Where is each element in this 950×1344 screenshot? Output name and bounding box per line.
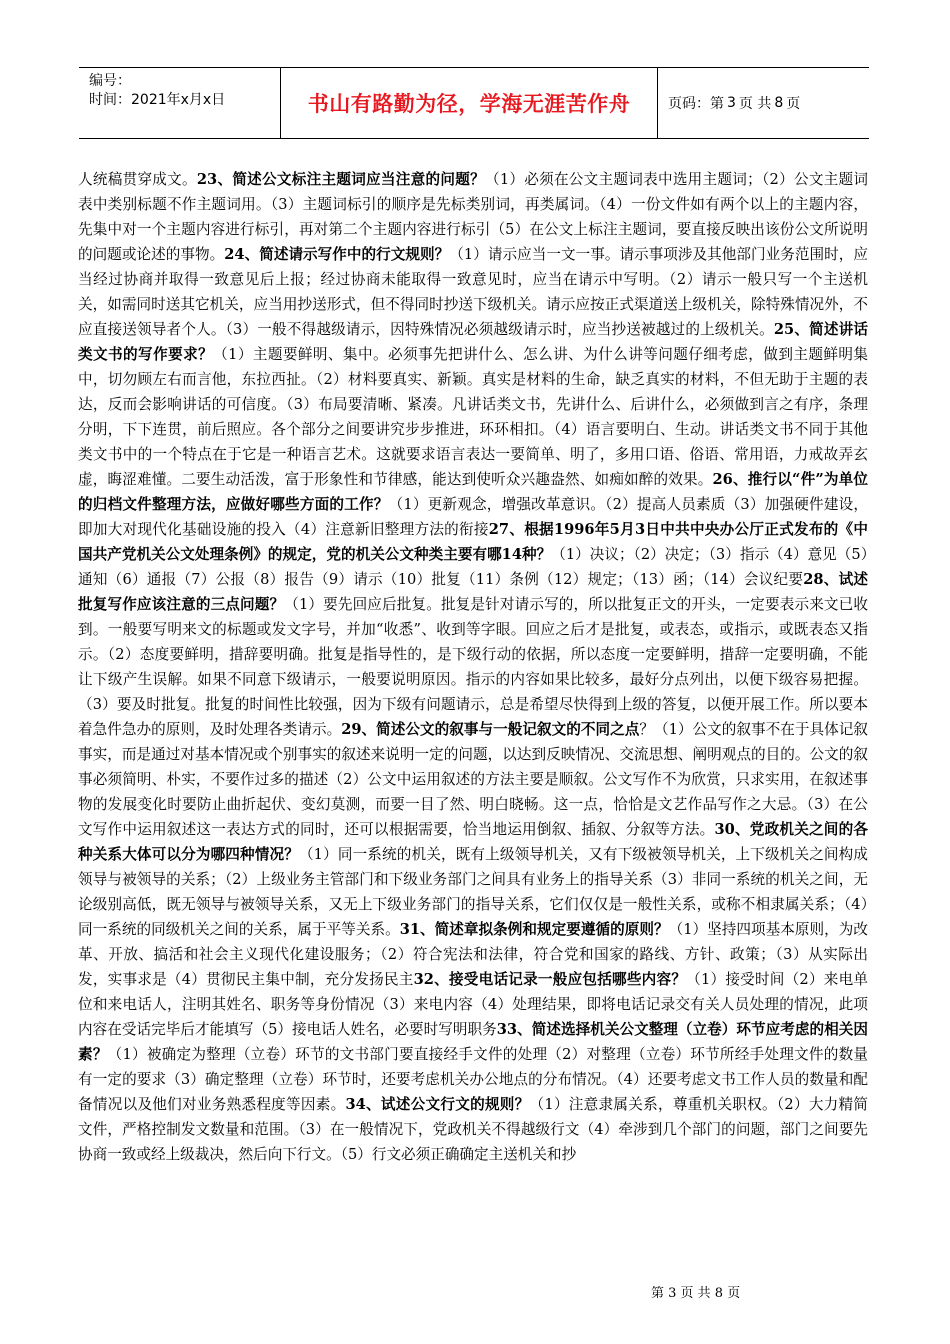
page-total: 8 <box>774 95 784 111</box>
answer-text: ？（1）公文的叙事不在于具体记叙事实，而是通过对基本情况或个别事实的叙述来说明一定的问题，以达到反映情况、交流思想、阐明观点的目的。公文的叙事必须简明、朴实，不要作过多的描述（2）公文中运用叙述的方法主要是顺叙。公文写作不为欣赏，只求实用，在叙述事物的发展变化时要防止曲折起伏、变幻莫测，而要一目了然、明白晓畅。这一点，恰恰是文艺作品写作之大忌。（3）在公文写作中运用叙述这一表达方式的同时，还可以根据需要，恰当地运用倒叙、插叙、分叙等方法。 <box>78 721 868 838</box>
document-body <box>78 167 868 1167</box>
question-heading: 30、党政机关之间的各种关系大体可以分为哪四种情况？ <box>78 821 868 863</box>
question-heading: 26、推行以“件”为单位的归档文件整理方法，应做好哪些方面的工作？ <box>78 471 868 513</box>
answer-text: （1）被确定为整理（立卷）环节的文书部门要直接经手文件的处理（2）对整理（立卷）环节所经手处理文件的数量有一定的要求（3）确定整理（立卷）环节时，还要考虑机关办公地点的分布情况。（4）还要考虑文书工作人员的数量和配备情况以及他们对业务熟悉程度等因素。 <box>78 1046 868 1113</box>
answer-text: （1）要先回应后批复。批复是针对请示写的，所以批复正文的开头，一定要表示来文已收到。一般要写明来文的标题或发文字号，并加“收悉”、收到等字眼。回应之后才是批复，或表态，或指示，或既表态又指示。（2）态度要鲜明，措辞要明确。批复是指导性的，是下级行动的依据，所以态度一定要鲜明，措辞一定要明确，不能让下级产生误解。如果不同意下级请示，一般要说明原因。指示的内容如果比较多，最好分点列出，以便下级容易把握。（3）要及时批复。批复的时间性比较强，因为下级有问题请示，总是希望尽快得到上级的答复，以便开展工作。所以要本着急件急办的原则，及时处理各类请示。 <box>78 596 868 738</box>
header-meta <box>79 68 281 138</box>
question-heading: 24、简述请示写作中的行文规则？ <box>224 246 450 263</box>
question-heading: 32、接受电话记录一般应包括哪些内容？ <box>413 971 687 988</box>
question-heading: 33、简述选择机关公文整理（立卷）环节应考虑的相关因素？ <box>78 1021 868 1063</box>
document-time-label: 时间：2021年x月x日 <box>89 92 226 108</box>
question-heading: 31、简述章拟条例和规定要遵循的原则？ <box>399 921 669 938</box>
answer-text: （1）决议；（2）决定；（3）指示（4）意见（5）通知（6）通报（7）公报（8）报告（9）请示（10）批复（11）条例（12）规定；（13）函；（14）会议纪要 <box>78 546 868 588</box>
question-heading: 23、简述公文标注主题词应当注意的问题？ <box>196 171 485 188</box>
answer-text: （1）主题要鲜明、集中。必须事先把讲什么、怎么讲、为什么讲等问题仔细考虑，做到主题鲜明集中，切勿顾左右而言他，东拉西扯。（2）材料要真实、新颖。真实是材料的生命，缺乏真实的材料，不但无助于主题的表达，反而会影响讲话的可信度。（3）布局要清晰、紧凑。凡讲话类文书，先讲什么、后讲什么，必须做到言之有序，条理分明，下下连贯，前后照应。各个部分之间要讲究步步推进，环环相扣。（4）语言要明白、生动。讲话类文书不同于其他类文书中的一个特点在于它是一种语言艺术。这就要求语言表达一要简单、明了，多用口语、俗语、常用语，力戒故弄玄虚，晦涩难懂。二要生动活泼，富于形象性和节律感，能达到使听众兴趣盎然、如痴如醉的效果。 <box>78 346 868 488</box>
answer-text: （1）坚持四项基本原则，为改革、开放、搞活和社会主义现代化建设服务；（2）符合宪法和法律，符合党和国家的路线、方针、政策；（3）从实际出发，实事求是（4）贯彻民主集中制，充分发扬民主 <box>78 921 868 988</box>
page-suffix: 页 <box>786 96 801 112</box>
answer-text: （1）注意隶属关系，尊重机关职权。（2）大力精简文件，严格控制发文数量和范围。（3）在一般情况下，党政机关不得越级行文（4）牵涉到几个部门的问题，部门之间要先协商一致或经上级裁决，然后向下行文。（5）行文必须正确确定主送机关和抄 <box>78 1096 868 1163</box>
page-header <box>79 67 869 139</box>
answer-text: （1）更新观念，增强改革意识。（2）提高人员素质（3）加强硬件建设，即加大对现代化基础设施的投入（4）注意新旧整理方法的衔接 <box>78 496 868 538</box>
page-current: 3 <box>727 95 736 111</box>
page-mid: 页 共 <box>738 96 772 112</box>
question-heading: 29、简述公文的叙事与一般记叙文的不同之点 <box>341 721 640 738</box>
answer-text: （1）必须在公文主题词表中选用主题词；（2）公文主题词表中类别标题不作主题词用。（3）主题词标引的顺序是先标类别词，再类属词。（4）一份文件如有两个以上的主题内容，先集中对一个主题内容进行标引，再对第二个主题内容进行标引（5）在公文上标注主题词，要直接反映出该份公文所说明的问题或论述的事物。 <box>78 171 868 263</box>
page-footer: 第 3 页 共 8 页 <box>651 1286 741 1301</box>
question-heading: 28、试述批复写作应该注意的三点问题？ <box>78 571 868 613</box>
answer-text: （1）请示应当一文一事。请示事项涉及其他部门业务范围时，应当经过协商并取得一致意见后上报；经过协商未能取得一致意见时，应当在请示中写明。（2）请示一般只写一个主送机关，如需同时送其它机关，应当用抄送形式，但不得同时抄送下级机关。请示应按正式渠道送上级机关，除特殊情况外，不应直接送领导者个人。（3）一般不得越级请示，因特殊情况必须越级请示时，应当抄送被越过的上级机关。 <box>78 246 868 338</box>
question-heading: 25、简述讲话类文书的写作要求？ <box>78 321 869 363</box>
question-heading: 27、根据1996年5月3日中共中央办公厅正式发布的《中国共产党机关公文处理条例》的规定，党的机关公文种类主要有哪14种？ <box>78 521 868 563</box>
question-heading: 34、试述公文行文的规则？ <box>345 1096 530 1113</box>
header-page-info <box>658 68 869 138</box>
answer-text: （1）同一系统的机关，既有上级领导机关，又有下级被领导机关，上下级机关之间构成领导与被领导的关系；（2）上级业务主管部门和下级业务部门之间具有业务上的指导关系（3）非同一系统的机关之间，无论级别高低，既无领导与被领导关系，又无上下级业务部门的指导关系，它们仅仅是一般性关系，或称不相隶属关系；（4）同一系统的同级机关之间的关系，属于平等关系。 <box>78 846 868 938</box>
document-number-label: 编号： <box>89 73 131 89</box>
header-motto: 书山有路勤为径，学海无涯苦作舟 <box>281 68 658 138</box>
page-prefix: 页码：第 <box>668 96 724 112</box>
answer-text: 人统稿贯穿成文。 <box>78 171 197 188</box>
answer-text: （1）接受时间（2）来电单位和来电话人，注明其姓名、职务等身份情况（3）来电内容（4）处理结果，即将电话记录交有关人员处理的情况，此项内容在受话完毕后才能填写（5）接电话人姓名，必要时写明职务 <box>78 971 869 1038</box>
